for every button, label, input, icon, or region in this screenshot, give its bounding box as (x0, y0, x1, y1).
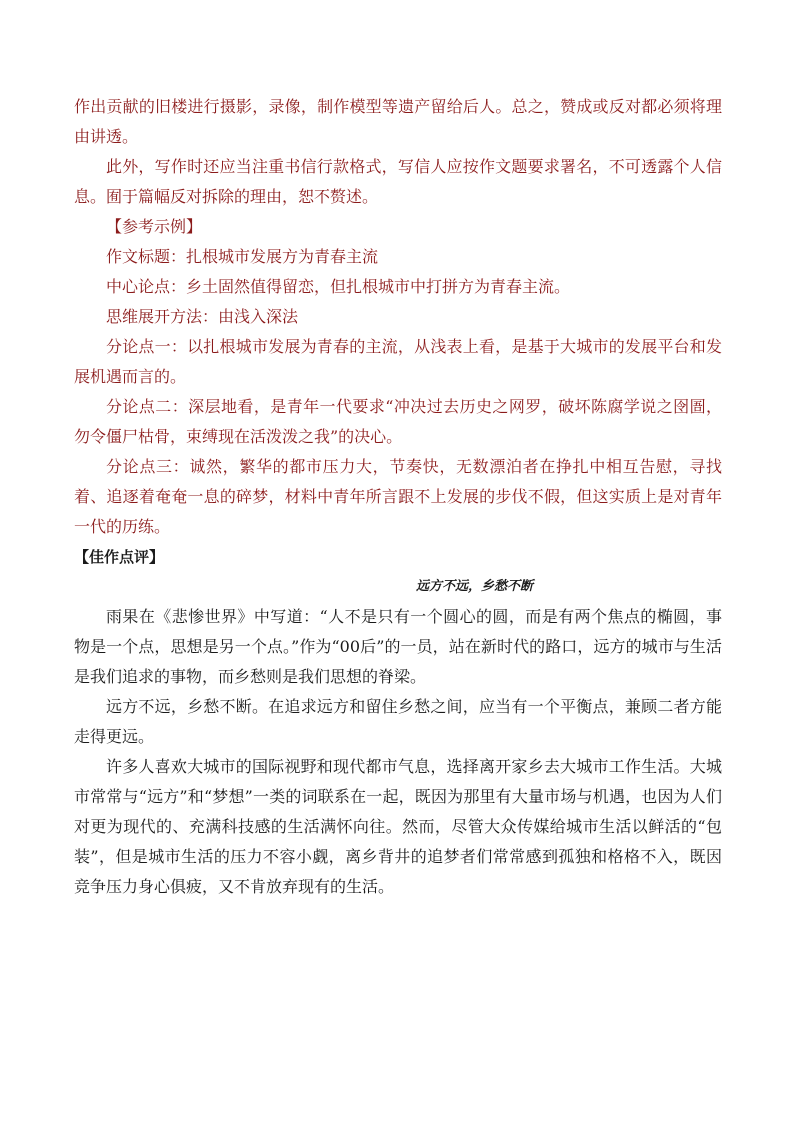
document-page (74, 92, 722, 902)
essay-title: 远方不远，乡愁不断 (416, 579, 534, 594)
development-method: 思维展开方法：由浅入深法 (106, 307, 299, 326)
essay-paragraph-2: 远方不远，乡愁不断。在追求远方和留住乡愁之间，应当有一个平衡点，兼顾二者方能走得更远。 (74, 697, 722, 746)
central-point: 中心论点：乡土固然值得留恋，但扎根城市中打拼方为青春主流。 (106, 277, 571, 296)
reference-example-label: 【参考示例】 (106, 217, 203, 236)
essay-title-line: 作文标题：扎根城市发展方为青春主流 (106, 247, 379, 266)
paragraph-continuation: 作出贡献的旧楼进行摄影，录像，制作模型等遗产留给后人。总之，赞成或反对都必须将理由讲透。 (74, 97, 722, 146)
review-heading: 【佳作点评】 (74, 548, 165, 566)
sub-point-2: 分论点二：深层地看，是青年一代要求“冲决过去历史之网罗，破坏陈腐学说之囹圄，勿令僵尸枯骨，束缚现在活泼泼之我”的决心。 (74, 397, 722, 446)
sub-point-1: 分论点一：以扎根城市发展为青春的主流，从浅表上看，是基于大城市的发展平台和发展机遇而言的。 (74, 337, 722, 386)
sub-point-3: 分论点三：诚然，繁华的都市压力大，节奏快，无数漂泊者在挣扎中相互告慰，寻找着、追逐着奄奄一息的碎梦，材料中青年所言跟不上发展的步伐不假，但这实质上是对青年一代的历练。 (74, 457, 722, 536)
essay-paragraph-3: 许多人喜欢大城市的国际视野和现代都市气息，选择离开家乡去大城市工作生活。大城市常常与“远方”和“梦想”一类的词联系在一起，既因为那里有大量市场与机遇，也因为人们对更为现代的、充满科技感的生活满怀向往。然而，尽管大众传媒给城市生活以鲜活的“包装”，但是城市生活的压力不容小觑，离乡背井的追梦者们常常感到孤独和格格不入，既因竞争压力身心俱疲，又不肯放弃现有的生活。 (74, 757, 722, 896)
paragraph-format-note: 此外，写作时还应当注重书信行款格式，写信人应按作文题要求署名，不可透露个人信息。囿于篇幅反对拆除的理由，恕不赘述。 (74, 157, 722, 206)
essay-paragraph-1: 雨果在《悲惨世界》中写道：“人不是只有一个圆心的圆，而是有两个焦点的椭圆，事物是一个点，思想是另一个点。”作为“00后”的一员，站在新时代的路口，远方的城市与生活是我们追求的事物，而乡愁则是我们思想的脊梁。 (74, 607, 722, 686)
